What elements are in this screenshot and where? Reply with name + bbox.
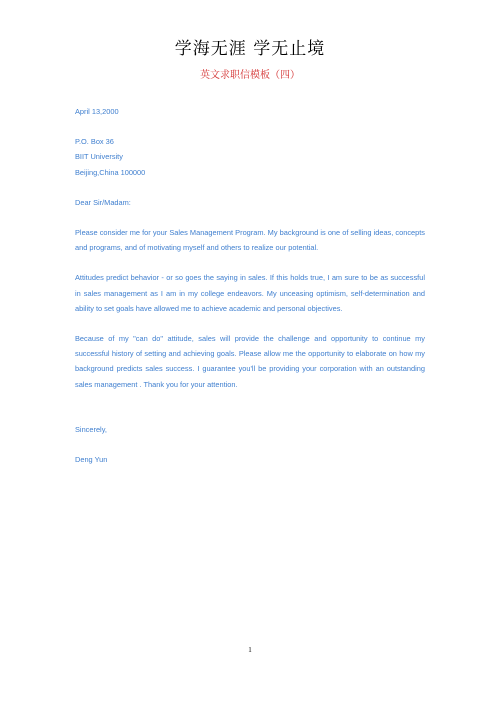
signature: Deng Yun xyxy=(75,455,108,465)
paragraph-1: Please consider me for your Sales Management Program. My background is one of selling ideas, concepts and programs, and of motivating myself and others to realize our potential. xyxy=(75,228,425,253)
letter-date: April 13,2000 xyxy=(75,107,119,116)
address-line-2: BIIT University xyxy=(75,152,123,162)
paragraph-3: Because of my "can do" attitude, sales will provide the challenge and opportunity to continue my successful history of setting and achieving goals. Please allow me the opportunity to elaborate on how my background predicts sales success. I guarantee you'll be providing your corporation with an outstanding sales management . Thank you for your attention. xyxy=(75,334,425,389)
salutation: Dear Sir/Madam: xyxy=(75,197,131,207)
page-title: 学海无涯 学无止境 xyxy=(174,39,326,59)
paragraph-2: Attitudes predict behavior - or so goes the saying in sales. If this holds true, I am sure to be as successful in sales management as I am in my college endeavors. My unceasing optimism, self-determination and ability to set goals have allowed me to achieve academic and personal objectives. xyxy=(75,273,425,313)
closing: Sincerely, xyxy=(75,424,107,434)
address-line-3: Beijing,China 100000 xyxy=(75,167,146,177)
letter-body xyxy=(75,104,425,467)
page-number: 1 xyxy=(248,646,252,654)
page-subtitle: 英文求职信模板（四） xyxy=(200,70,300,81)
address-line-1: P.O. Box 36 xyxy=(75,137,114,147)
